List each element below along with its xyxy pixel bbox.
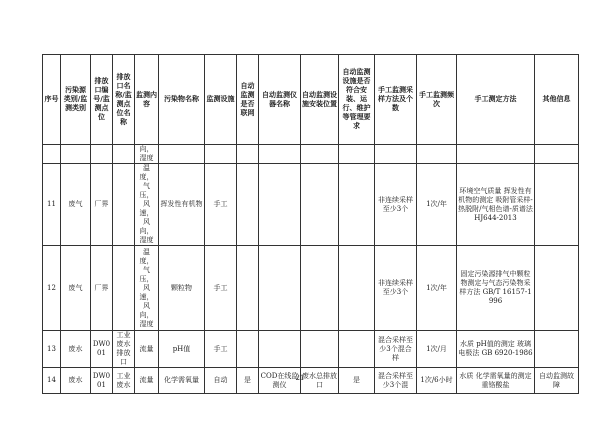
content-cell: 流量 bbox=[135, 368, 159, 394]
monitoring-table bbox=[42, 54, 579, 394]
method-cell: 水质 化学需氧量的测定 重铬酸盐 bbox=[457, 368, 535, 394]
networked-cell: 是 bbox=[237, 368, 259, 394]
sampling-cell: 非连续采样至少3个 bbox=[375, 246, 417, 331]
page-number: 21 bbox=[295, 374, 305, 382]
install-position-cell bbox=[301, 331, 339, 368]
content-cell: 温度，气压，风速，风向，湿度 bbox=[135, 164, 159, 246]
other-cell bbox=[535, 331, 579, 368]
header-cell: 手工监测采样方法及个数 bbox=[375, 55, 417, 145]
continued-content-cell: 向，湿度 bbox=[135, 145, 159, 164]
header-cell: 序号 bbox=[43, 55, 61, 145]
frequency-cell: 1次/年 bbox=[417, 246, 457, 331]
category-cell: 废水 bbox=[61, 368, 91, 394]
pollutant-cell: pH值 bbox=[159, 331, 205, 368]
table-row bbox=[43, 246, 579, 331]
outlet-no-cell: DW001 bbox=[91, 331, 113, 368]
header-cell: 监测设施 bbox=[205, 55, 237, 145]
facility-cell: 手工 bbox=[205, 246, 237, 331]
frequency-cell: 1次/年 bbox=[417, 164, 457, 246]
networked-cell bbox=[237, 164, 259, 246]
header-cell: 自动监测仪器名称 bbox=[259, 55, 301, 145]
compliant-cell bbox=[339, 331, 375, 368]
instrument-cell: COD在线监测仪 bbox=[259, 368, 301, 394]
content-cell: 温度，气压，风速，风向，湿度 bbox=[135, 246, 159, 331]
networked-cell bbox=[237, 331, 259, 368]
outlet-name-cell bbox=[113, 164, 135, 246]
instrument-cell bbox=[259, 246, 301, 331]
frequency-cell: 1次/月 bbox=[417, 331, 457, 368]
outlet-no-cell: 厂界 bbox=[91, 246, 113, 331]
header-cell: 监测内容 bbox=[135, 55, 159, 145]
header-cell: 自动监测设施安装位置 bbox=[301, 55, 339, 145]
header-cell: 自动监测设施是否符合安装、运行、维护等管理要求 bbox=[339, 55, 375, 145]
install-position-cell bbox=[301, 246, 339, 331]
table-row bbox=[43, 164, 579, 246]
outlet-name-cell: 工业废水排放口 bbox=[113, 331, 135, 368]
install-position-cell bbox=[301, 164, 339, 246]
header-cell: 排放口名称/监测点位名称 bbox=[113, 55, 135, 145]
other-cell bbox=[535, 164, 579, 246]
table-row bbox=[43, 331, 579, 368]
other-cell bbox=[535, 246, 579, 331]
header-row bbox=[43, 55, 579, 145]
header-cell: 手工测定方法 bbox=[457, 55, 535, 145]
method-cell: 环境空气质量 挥发性有机物的测定 吸附管采样-热脱附/气相色谱-质谱法 HJ644-2013 bbox=[457, 164, 535, 246]
header-cell: 污染物名称 bbox=[159, 55, 205, 145]
pollutant-cell: 化学需氧量 bbox=[159, 368, 205, 394]
pollutant-cell: 挥发性有机物 bbox=[159, 164, 205, 246]
continuation-row bbox=[43, 145, 579, 164]
compliant-cell bbox=[339, 246, 375, 331]
outlet-name-cell bbox=[113, 246, 135, 331]
compliant-cell bbox=[339, 164, 375, 246]
frequency-cell: 1次/6小时 bbox=[417, 368, 457, 394]
facility-cell: 自动 bbox=[205, 368, 237, 394]
sampling-cell: 混合采样至少3个混 bbox=[375, 368, 417, 394]
seq-cell: 14 bbox=[43, 368, 61, 394]
outlet-no-cell: DW001 bbox=[91, 368, 113, 394]
header-cell: 其他信息 bbox=[535, 55, 579, 145]
method-cell: 固定污染源排气中颗粒物测定与气态污染物采样方法 GB/T 16157-1996 bbox=[457, 246, 535, 331]
sampling-cell: 混合采样至少3个混合样 bbox=[375, 331, 417, 368]
outlet-no-cell: 厂界 bbox=[91, 164, 113, 246]
category-cell: 废气 bbox=[61, 164, 91, 246]
outlet-name-cell: 工业废水 bbox=[113, 368, 135, 394]
facility-cell: 手工 bbox=[205, 331, 237, 368]
sampling-cell: 非连续采样至少3个 bbox=[375, 164, 417, 246]
other-cell: 自动监测故障 bbox=[535, 368, 579, 394]
header-cell: 污染源类别/监测类别 bbox=[61, 55, 91, 145]
content-cell: 流量 bbox=[135, 331, 159, 368]
compliant-cell: 是 bbox=[339, 368, 375, 394]
seq-cell: 13 bbox=[43, 331, 61, 368]
seq-cell: 11 bbox=[43, 164, 61, 246]
seq-cell: 12 bbox=[43, 246, 61, 331]
monitoring-table-sheet bbox=[42, 54, 574, 394]
facility-cell: 手工 bbox=[205, 164, 237, 246]
networked-cell bbox=[237, 246, 259, 331]
category-cell: 废水 bbox=[61, 331, 91, 368]
pollutant-cell: 颗粒物 bbox=[159, 246, 205, 331]
header-cell: 排放口编号/监测点位 bbox=[91, 55, 113, 145]
header-cell: 手工监测频次 bbox=[417, 55, 457, 145]
install-position-cell: 废水总排放口 bbox=[301, 368, 339, 394]
category-cell: 废气 bbox=[61, 246, 91, 331]
instrument-cell bbox=[259, 164, 301, 246]
method-cell: 水质 pH值的测定 玻璃电极法 GB 6920-1986 bbox=[457, 331, 535, 368]
instrument-cell bbox=[259, 331, 301, 368]
header-cell: 自动监测是否联网 bbox=[237, 55, 259, 145]
